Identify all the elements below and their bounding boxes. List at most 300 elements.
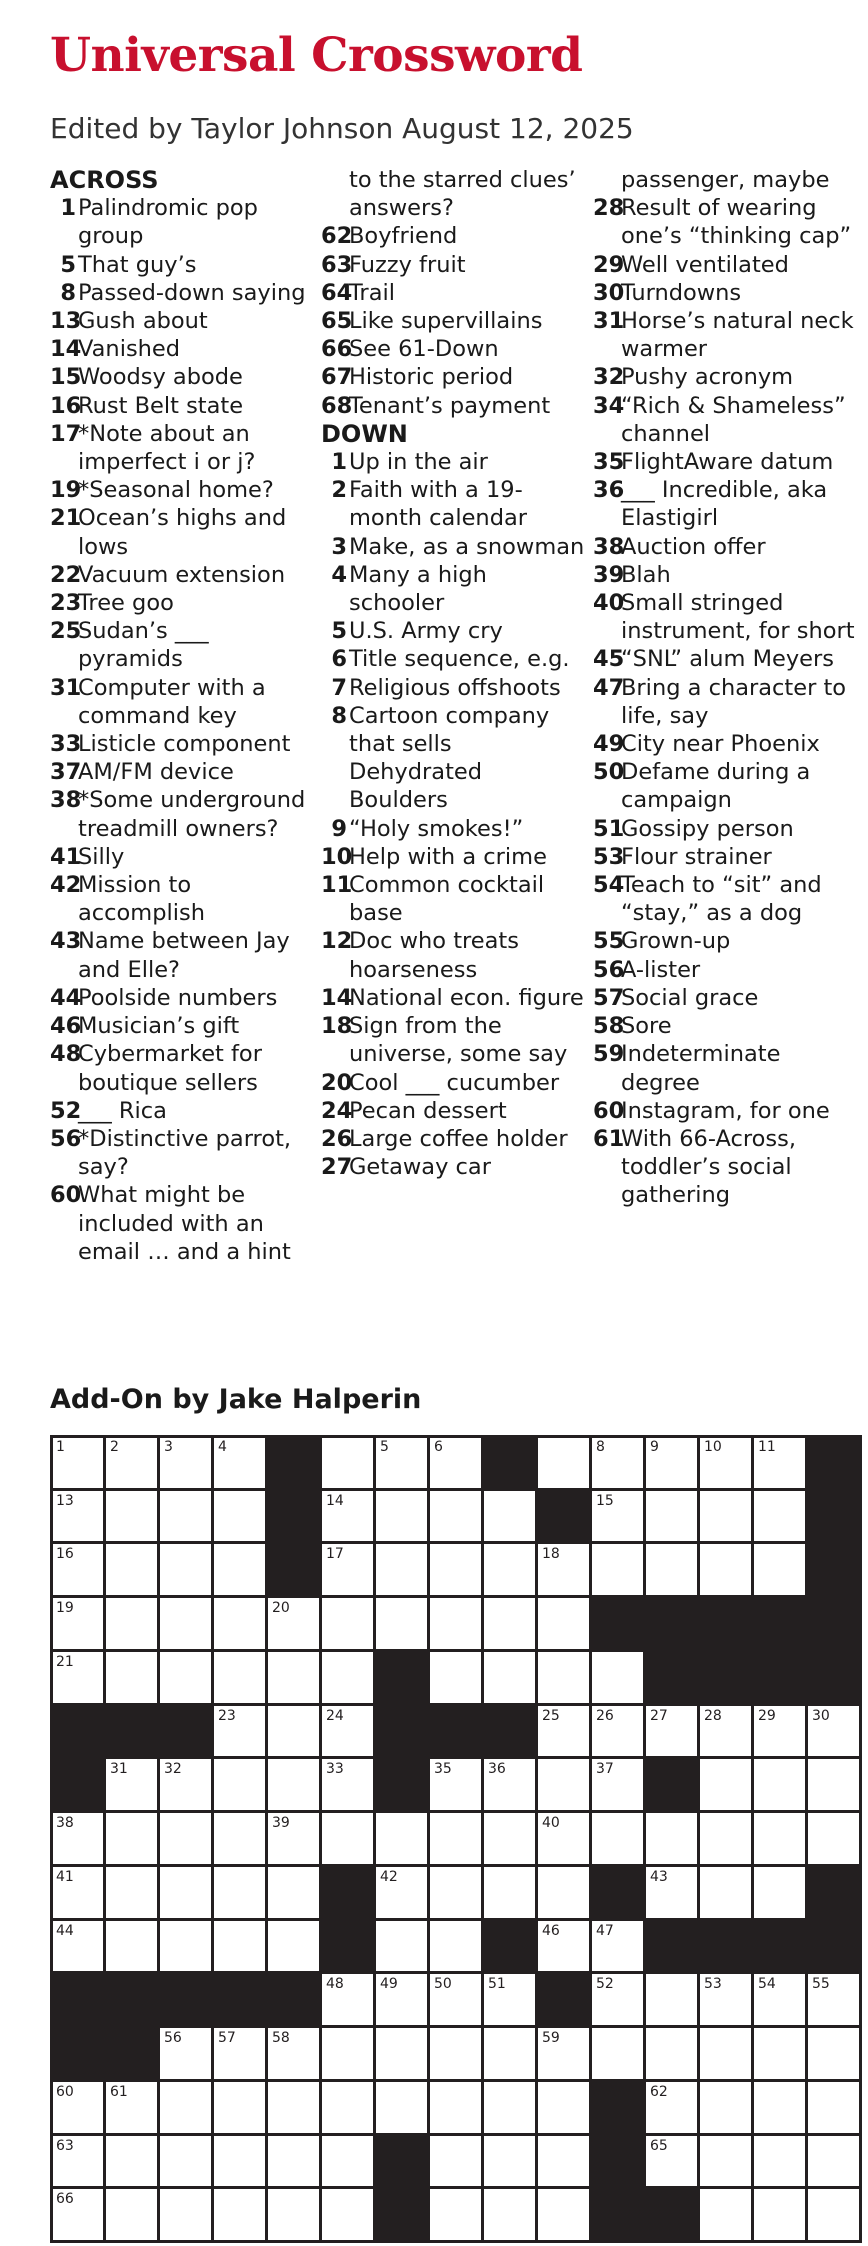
cell-number: 36 <box>488 1761 506 1778</box>
grid-cell[interactable] <box>430 1813 484 1867</box>
grid-cell[interactable] <box>376 1974 430 2028</box>
grid-cell[interactable] <box>484 1974 538 2028</box>
clue-number: 6 <box>331 646 347 673</box>
clue-item[interactable] <box>593 561 858 589</box>
cell-number: 30 <box>812 1707 830 1724</box>
grid-cell[interactable] <box>754 2189 808 2243</box>
clue-item[interactable] <box>593 758 858 814</box>
grid-cell[interactable] <box>106 1759 160 1813</box>
grid-cell[interactable] <box>646 1867 700 1921</box>
clue-item[interactable] <box>50 984 315 1012</box>
grid-cell[interactable] <box>322 1706 376 1760</box>
grid-cell[interactable] <box>106 2082 160 2136</box>
grid-cell[interactable] <box>754 1974 808 2028</box>
grid-cell[interactable] <box>538 2136 592 2190</box>
grid-cell[interactable] <box>376 1813 430 1867</box>
clue-item[interactable] <box>50 251 315 279</box>
grid-cell[interactable] <box>52 2082 106 2136</box>
grid-cell[interactable] <box>214 1921 268 1975</box>
grid-cell[interactable] <box>214 1544 268 1598</box>
grid-cell[interactable] <box>268 1598 322 1652</box>
grid-block <box>646 1759 700 1813</box>
clue-text: AM/FM device <box>78 759 234 786</box>
grid-cell[interactable] <box>592 1759 646 1813</box>
grid-cell[interactable] <box>646 2028 700 2082</box>
grid-cell[interactable] <box>754 1544 808 1598</box>
grid-cell[interactable] <box>700 2136 754 2190</box>
grid-cell[interactable] <box>214 1437 268 1491</box>
grid-block <box>268 1974 322 2028</box>
clue-item[interactable] <box>50 476 315 504</box>
grid-cell[interactable] <box>808 1759 862 1813</box>
clue-item[interactable] <box>593 956 858 984</box>
grid-cell[interactable] <box>376 2028 430 2082</box>
grid-cell[interactable] <box>484 2189 538 2243</box>
grid-cell[interactable] <box>538 1544 592 1598</box>
grid-cell[interactable] <box>376 1544 430 1598</box>
grid-cell[interactable] <box>700 1437 754 1491</box>
grid-cell[interactable] <box>160 1759 214 1813</box>
grid-cell[interactable] <box>214 1759 268 1813</box>
clue-item[interactable] <box>593 645 858 673</box>
grid-cell[interactable] <box>52 1598 106 1652</box>
cell-number: 27 <box>650 1707 668 1724</box>
grid-cell[interactable] <box>430 1598 484 1652</box>
grid-cell[interactable] <box>430 1974 484 2028</box>
clue-number: 11 <box>321 872 353 899</box>
clue-text: Trail <box>349 279 395 306</box>
cell-number: 38 <box>56 1815 74 1832</box>
grid-cell[interactable] <box>160 2082 214 2136</box>
clue-item[interactable] <box>593 815 858 843</box>
grid-cell[interactable] <box>700 1706 754 1760</box>
grid-block <box>106 1974 160 2028</box>
grid-cell[interactable] <box>52 2136 106 2190</box>
cell-number: 53 <box>704 1976 722 1993</box>
clue-item[interactable] <box>593 674 858 730</box>
grid-cell[interactable] <box>592 1706 646 1760</box>
grid-cell[interactable] <box>160 1437 214 1491</box>
clue-item[interactable] <box>321 448 586 476</box>
clue-item[interactable] <box>593 1040 858 1096</box>
grid-cell[interactable] <box>808 1706 862 1760</box>
clue-text: Auction offer <box>621 533 766 560</box>
clue-text: *Seasonal home? <box>78 477 274 504</box>
clue-item[interactable] <box>593 279 858 307</box>
clue-item[interactable] <box>321 927 586 983</box>
grid-cell[interactable] <box>484 2136 538 2190</box>
clue-number: 10 <box>321 843 353 870</box>
grid-cell[interactable] <box>808 1974 862 2028</box>
grid-cell[interactable] <box>322 1974 376 2028</box>
clue-item[interactable] <box>50 279 315 307</box>
grid-cell[interactable] <box>322 1759 376 1813</box>
clue-item[interactable] <box>593 307 858 363</box>
grid-cell[interactable] <box>808 1813 862 1867</box>
grid-cell[interactable] <box>106 1598 160 1652</box>
clue-item[interactable] <box>321 1012 586 1068</box>
grid-cell[interactable] <box>646 1706 700 1760</box>
grid-cell[interactable] <box>646 1437 700 1491</box>
puzzle-subtitle: Add-On by Jake Halperin <box>50 1384 422 1415</box>
grid-cell[interactable] <box>538 1652 592 1706</box>
grid-cell[interactable] <box>808 2189 862 2243</box>
grid-cell[interactable] <box>52 1437 106 1491</box>
grid-cell[interactable] <box>646 1544 700 1598</box>
grid-cell[interactable] <box>646 1813 700 1867</box>
grid-cell[interactable] <box>592 1544 646 1598</box>
grid-cell[interactable] <box>430 1544 484 1598</box>
clue-item[interactable] <box>593 448 858 476</box>
grid-cell[interactable] <box>538 1437 592 1491</box>
grid-cell[interactable] <box>700 2028 754 2082</box>
grid-cell[interactable] <box>214 2136 268 2190</box>
clue-item[interactable] <box>50 420 315 476</box>
grid-cell[interactable] <box>754 1813 808 1867</box>
clue-item[interactable] <box>593 843 858 871</box>
clue-item[interactable] <box>321 335 586 363</box>
grid-cell[interactable] <box>106 1491 160 1545</box>
grid-cell[interactable] <box>268 1813 322 1867</box>
grid-cell[interactable] <box>484 2082 538 2136</box>
clue-item[interactable] <box>593 1125 858 1210</box>
grid-cell[interactable] <box>646 1974 700 2028</box>
clue-item[interactable] <box>50 561 315 589</box>
grid-cell[interactable] <box>646 1491 700 1545</box>
grid-cell[interactable] <box>268 2189 322 2243</box>
clue-item[interactable] <box>50 871 315 927</box>
clue-item[interactable] <box>321 871 586 927</box>
clue-text: Sign from the universe, some say <box>349 1013 568 1068</box>
clue-item[interactable] <box>50 674 315 730</box>
clue-item[interactable] <box>593 730 858 758</box>
grid-cell[interactable] <box>322 2189 376 2243</box>
grid-cell[interactable] <box>484 1598 538 1652</box>
grid-cell[interactable] <box>52 1652 106 1706</box>
clue-item[interactable] <box>50 504 315 560</box>
cell-number: 42 <box>380 1868 398 1885</box>
grid-cell[interactable] <box>538 1706 592 1760</box>
clue-item[interactable] <box>50 617 315 673</box>
grid-cell[interactable] <box>430 1652 484 1706</box>
grid-cell[interactable] <box>322 2082 376 2136</box>
grid-cell[interactable] <box>322 2136 376 2190</box>
clue-item[interactable] <box>321 251 586 279</box>
grid-cell[interactable] <box>160 1867 214 1921</box>
clue-item[interactable] <box>593 589 858 645</box>
grid-cell[interactable] <box>268 1652 322 1706</box>
clue-item[interactable] <box>50 730 315 758</box>
grid-cell[interactable] <box>592 1437 646 1491</box>
grid-cell[interactable] <box>268 1759 322 1813</box>
cell-number: 11 <box>758 1439 776 1455</box>
grid-cell[interactable] <box>106 2189 160 2243</box>
grid-cell[interactable] <box>268 1921 322 1975</box>
grid-cell[interactable] <box>106 1544 160 1598</box>
clue-item[interactable] <box>50 786 315 842</box>
clue-number: 5 <box>331 618 347 645</box>
clue-item[interactable] <box>321 815 586 843</box>
grid-cell[interactable] <box>646 2082 700 2136</box>
grid-cell[interactable] <box>106 1867 160 1921</box>
grid-cell[interactable] <box>322 1544 376 1598</box>
grid-cell[interactable] <box>754 1759 808 1813</box>
grid-cell[interactable] <box>430 1491 484 1545</box>
grid-cell[interactable] <box>538 1921 592 1975</box>
grid-cell[interactable] <box>592 1813 646 1867</box>
clue-item[interactable] <box>593 1097 858 1125</box>
grid-cell[interactable] <box>538 1598 592 1652</box>
grid-cell[interactable] <box>214 1491 268 1545</box>
clue-column-3 <box>593 166 858 1210</box>
clue-item[interactable] <box>593 194 858 250</box>
cell-number: 55 <box>812 1976 830 1993</box>
grid-cell[interactable] <box>160 1598 214 1652</box>
clue-item[interactable] <box>50 1181 315 1266</box>
clue-item[interactable] <box>321 984 586 1012</box>
grid-cell[interactable] <box>754 2136 808 2190</box>
clue-item[interactable] <box>593 476 858 532</box>
clue-item[interactable] <box>321 702 586 815</box>
cell-number: 59 <box>542 2030 560 2047</box>
grid-cell[interactable] <box>808 2136 862 2190</box>
clue-item[interactable] <box>321 1153 586 1181</box>
grid-cell[interactable] <box>376 1491 430 1545</box>
clue-item[interactable] <box>593 1012 858 1040</box>
cell-number: 29 <box>758 1707 776 1724</box>
grid-block <box>376 2136 430 2190</box>
clue-item[interactable] <box>321 843 586 871</box>
grid-cell[interactable] <box>214 1867 268 1921</box>
grid-cell[interactable] <box>322 1437 376 1491</box>
grid-cell[interactable] <box>808 2028 862 2082</box>
grid-cell[interactable] <box>376 1598 430 1652</box>
clue-item[interactable] <box>321 561 586 617</box>
grid-cell[interactable] <box>484 1652 538 1706</box>
clue-item[interactable] <box>321 1069 586 1097</box>
grid-cell[interactable] <box>700 1974 754 2028</box>
clue-item[interactable] <box>321 392 586 420</box>
cell-number: 16 <box>56 1546 74 1563</box>
grid-cell[interactable] <box>538 1813 592 1867</box>
clue-item[interactable] <box>50 307 315 335</box>
grid-cell[interactable] <box>538 2028 592 2082</box>
clue-item[interactable] <box>593 166 858 194</box>
clue-item[interactable] <box>321 476 586 532</box>
grid-cell[interactable] <box>592 1921 646 1975</box>
grid-cell[interactable] <box>214 2082 268 2136</box>
clue-item[interactable] <box>593 251 858 279</box>
clue-number: 47 <box>593 674 625 701</box>
grid-cell[interactable] <box>484 1544 538 1598</box>
grid-cell[interactable] <box>322 1652 376 1706</box>
cell-number: 35 <box>434 1761 452 1778</box>
grid-cell[interactable] <box>430 1921 484 1975</box>
grid-cell[interactable] <box>322 1491 376 1545</box>
grid-cell[interactable] <box>268 1867 322 1921</box>
grid-cell[interactable] <box>52 1867 106 1921</box>
clue-text: Computer with a command key <box>78 674 266 729</box>
grid-cell[interactable] <box>268 2136 322 2190</box>
grid-cell[interactable] <box>592 1652 646 1706</box>
clue-item[interactable] <box>593 871 858 927</box>
grid-cell[interactable] <box>592 1491 646 1545</box>
clue-item[interactable] <box>321 533 586 561</box>
grid-cell[interactable] <box>700 2082 754 2136</box>
clue-item[interactable] <box>321 674 586 702</box>
grid-cell[interactable] <box>430 2082 484 2136</box>
grid-cell[interactable] <box>700 2189 754 2243</box>
grid-cell[interactable] <box>808 2082 862 2136</box>
grid-cell[interactable] <box>376 2082 430 2136</box>
clue-item[interactable] <box>321 279 586 307</box>
clue-number <box>321 166 347 222</box>
clue-item[interactable] <box>50 1040 315 1096</box>
grid-cell[interactable] <box>430 2136 484 2190</box>
grid-cell[interactable] <box>754 1437 808 1491</box>
grid-cell[interactable] <box>106 2136 160 2190</box>
clue-number: 34 <box>593 392 625 419</box>
cell-number: 31 <box>110 1761 128 1778</box>
grid-cell[interactable] <box>754 1706 808 1760</box>
clue-number: 14 <box>50 336 82 363</box>
grid-cell[interactable] <box>322 1813 376 1867</box>
grid-cell[interactable] <box>106 1437 160 1491</box>
grid-cell[interactable] <box>376 1867 430 1921</box>
grid-cell[interactable] <box>214 2189 268 2243</box>
cell-number: 14 <box>326 1492 344 1509</box>
clue-text: Pecan dessert <box>349 1097 507 1124</box>
clue-number: 8 <box>60 279 76 306</box>
grid-block <box>322 1921 376 1975</box>
grid-cell[interactable] <box>376 1921 430 1975</box>
grid-cell[interactable] <box>700 1491 754 1545</box>
grid-cell[interactable] <box>322 2028 376 2082</box>
grid-cell[interactable] <box>106 1813 160 1867</box>
grid-cell[interactable] <box>484 1867 538 1921</box>
grid-cell[interactable] <box>214 1652 268 1706</box>
clue-text: Sore <box>621 1013 672 1040</box>
grid-cell[interactable] <box>484 1759 538 1813</box>
grid-cell[interactable] <box>376 1437 430 1491</box>
clue-item[interactable] <box>321 645 586 673</box>
grid-cell[interactable] <box>484 1491 538 1545</box>
grid-cell[interactable] <box>538 2189 592 2243</box>
grid-cell[interactable] <box>700 1759 754 1813</box>
grid-cell[interactable] <box>268 1706 322 1760</box>
clue-item[interactable] <box>593 392 858 448</box>
grid-cell[interactable] <box>430 1867 484 1921</box>
clue-item[interactable] <box>321 1097 586 1125</box>
grid-cell[interactable] <box>754 2082 808 2136</box>
clue-item[interactable] <box>321 363 586 391</box>
clue-item[interactable] <box>321 166 586 222</box>
clue-item[interactable] <box>321 617 586 645</box>
clue-item[interactable] <box>321 1125 586 1153</box>
clue-text: Woodsy abode <box>78 364 243 391</box>
grid-cell[interactable] <box>700 1867 754 1921</box>
clue-item[interactable] <box>321 307 586 335</box>
grid-cell[interactable] <box>268 2082 322 2136</box>
grid-cell[interactable] <box>160 1813 214 1867</box>
grid-cell[interactable] <box>214 1813 268 1867</box>
grid-cell[interactable] <box>538 2082 592 2136</box>
clue-number: 20 <box>321 1069 353 1096</box>
grid-cell[interactable] <box>538 1759 592 1813</box>
grid-cell[interactable] <box>160 1921 214 1975</box>
grid-cell[interactable] <box>160 2028 214 2082</box>
grid-cell[interactable] <box>430 2028 484 2082</box>
grid-cell[interactable] <box>754 1491 808 1545</box>
clue-item[interactable] <box>50 843 315 871</box>
clue-item[interactable] <box>50 1125 315 1181</box>
grid-cell[interactable] <box>160 2189 214 2243</box>
grid-cell[interactable] <box>430 1759 484 1813</box>
grid-cell[interactable] <box>214 1706 268 1760</box>
cell-number: 2 <box>110 1439 119 1455</box>
grid-cell[interactable] <box>214 2028 268 2082</box>
grid-cell[interactable] <box>160 1544 214 1598</box>
grid-cell[interactable] <box>160 1491 214 1545</box>
grid-cell[interactable] <box>592 2028 646 2082</box>
clue-text: U.S. Army cry <box>349 618 503 645</box>
clue-item[interactable] <box>321 222 586 250</box>
clue-item[interactable] <box>593 984 858 1012</box>
grid-cell[interactable] <box>106 1921 160 1975</box>
grid-cell[interactable] <box>52 1544 106 1598</box>
grid-cell[interactable] <box>484 2028 538 2082</box>
cell-number: 8 <box>596 1439 605 1455</box>
grid-cell[interactable] <box>754 2028 808 2082</box>
clue-item[interactable] <box>50 1097 315 1125</box>
grid-cell[interactable] <box>160 2136 214 2190</box>
clue-text: *Some underground treadmill owners? <box>78 787 306 842</box>
clue-item[interactable] <box>50 927 315 983</box>
clue-item[interactable] <box>593 927 858 955</box>
grid-cell[interactable] <box>592 1974 646 2028</box>
grid-cell[interactable] <box>322 1598 376 1652</box>
grid-cell[interactable] <box>430 1437 484 1491</box>
grid-cell[interactable] <box>700 1544 754 1598</box>
clue-item[interactable] <box>50 363 315 391</box>
clue-column-1 <box>50 166 315 1266</box>
clue-item[interactable] <box>593 533 858 561</box>
grid-cell[interactable] <box>52 1491 106 1545</box>
grid-cell[interactable] <box>52 2189 106 2243</box>
grid-cell[interactable] <box>52 1921 106 1975</box>
grid-cell[interactable] <box>52 1813 106 1867</box>
clue-text: Poolside numbers <box>78 984 278 1011</box>
clue-item[interactable] <box>50 1012 315 1040</box>
grid-cell[interactable] <box>700 1813 754 1867</box>
grid-cell[interactable] <box>160 1652 214 1706</box>
grid-cell[interactable] <box>268 2028 322 2082</box>
clue-item[interactable] <box>593 363 858 391</box>
grid-cell[interactable] <box>484 1813 538 1867</box>
clue-item[interactable] <box>50 758 315 786</box>
grid-cell[interactable] <box>214 1598 268 1652</box>
grid-cell[interactable] <box>430 2189 484 2243</box>
grid-cell[interactable] <box>538 1867 592 1921</box>
grid-cell[interactable] <box>754 1867 808 1921</box>
grid-cell[interactable] <box>646 2136 700 2190</box>
grid-cell[interactable] <box>106 1652 160 1706</box>
clue-item[interactable] <box>50 335 315 363</box>
clue-item[interactable] <box>50 194 315 250</box>
clue-item[interactable] <box>50 392 315 420</box>
clue-item[interactable] <box>50 589 315 617</box>
clue-number <box>593 166 619 194</box>
